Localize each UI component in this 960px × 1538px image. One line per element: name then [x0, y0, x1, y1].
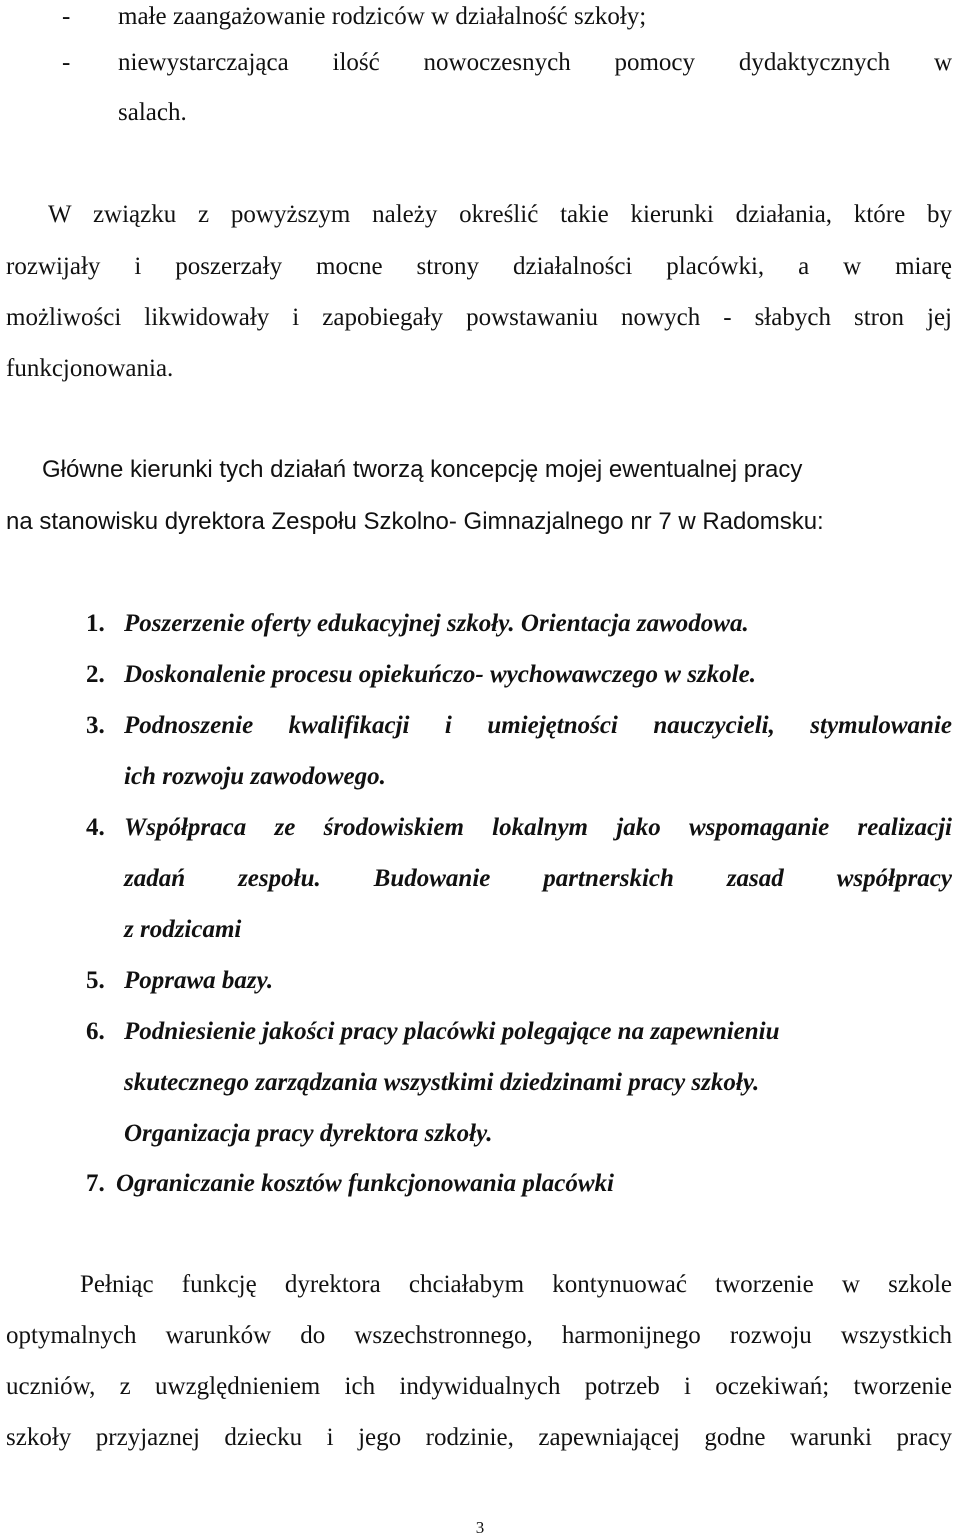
list-number: 2. [86, 661, 105, 688]
list-number: 6. [86, 1018, 105, 1045]
paragraph-line: Główne kierunki tych działań tworzą koncepcję mojej ewentualnej pracy [42, 456, 803, 483]
bullet-continuation: salach. [118, 99, 187, 126]
paragraph-line: uczniów, z uwzględnieniem ich indywidualnych potrzeb i oczekiwań; tworzenie [6, 1373, 952, 1400]
list-number: 5. [86, 967, 105, 994]
list-item: Współpraca ze środowiskiem lokalnym jako wspomaganie realizacji [124, 814, 952, 841]
page-number: 3 [475, 1518, 485, 1537]
paragraph-line: W związku z powyższym należy określić takie kierunki działania, które by [48, 201, 952, 228]
paragraph-line: optymalnych warunków do wszechstronnego, harmonijnego rozwoju wszystkich [6, 1322, 952, 1349]
paragraph-line: możliwości likwidowały i zapobiegały powstawaniu nowych - słabych stron jej [6, 304, 952, 331]
list-item: ich rozwoju zawodowego. [124, 763, 386, 790]
list-number: 3. [86, 712, 105, 739]
list-item: Organizacja pracy dyrektora szkoły. [124, 1120, 493, 1147]
list-number: 4. [86, 814, 105, 841]
bullet-text: małe zaangażowanie rodziców w działalność szkoły; [118, 3, 647, 30]
list-item: Doskonalenie procesu opiekuńczo- wychowawczego w szkole. [124, 661, 756, 688]
bullet-marker: - [62, 3, 71, 30]
list-item: zadań zespołu. Budowanie partnerskich zasad współpracy [124, 865, 952, 892]
paragraph-line: Pełniąc funkcję dyrektora chciałabym kontynuować tworzenie w szkole [80, 1271, 952, 1298]
paragraph-line: funkcjonowania. [6, 355, 174, 382]
paragraph-line: szkoły przyjaznej dziecku i jego rodzinie, zapewniającej godne warunki pracy [6, 1424, 952, 1451]
list-item: Ograniczanie kosztów funkcjonowania placówki [116, 1170, 614, 1197]
list-item: Podniesienie jakości pracy placówki polegające na zapewnieniu [124, 1018, 780, 1045]
list-item: Podnoszenie kwalifikacji i umiejętności nauczycieli, stymulowanie [124, 712, 952, 739]
bullet-marker: - [62, 49, 71, 76]
paragraph-line: na stanowisku dyrektora Zespołu Szkolno- Gimnazjalnego nr 7 w Radomsku: [6, 508, 824, 535]
list-item: Poszerzenie oferty edukacyjnej szkoły. Orientacja zawodowa. [124, 610, 749, 637]
list-number: 7. [86, 1170, 105, 1197]
list-item: skutecznego zarządzania wszystkimi dziedzinami pracy szkoły. [124, 1069, 760, 1096]
list-item: z rodzicami [124, 916, 242, 943]
bullet-text: niewystarczająca ilość nowoczesnych pomocy dydaktycznych w [118, 49, 952, 76]
paragraph-line: rozwijały i poszerzały mocne strony działalności placówki, a w miarę [6, 253, 952, 280]
list-number: 1. [86, 610, 105, 637]
list-item: Poprawa bazy. [124, 967, 274, 994]
